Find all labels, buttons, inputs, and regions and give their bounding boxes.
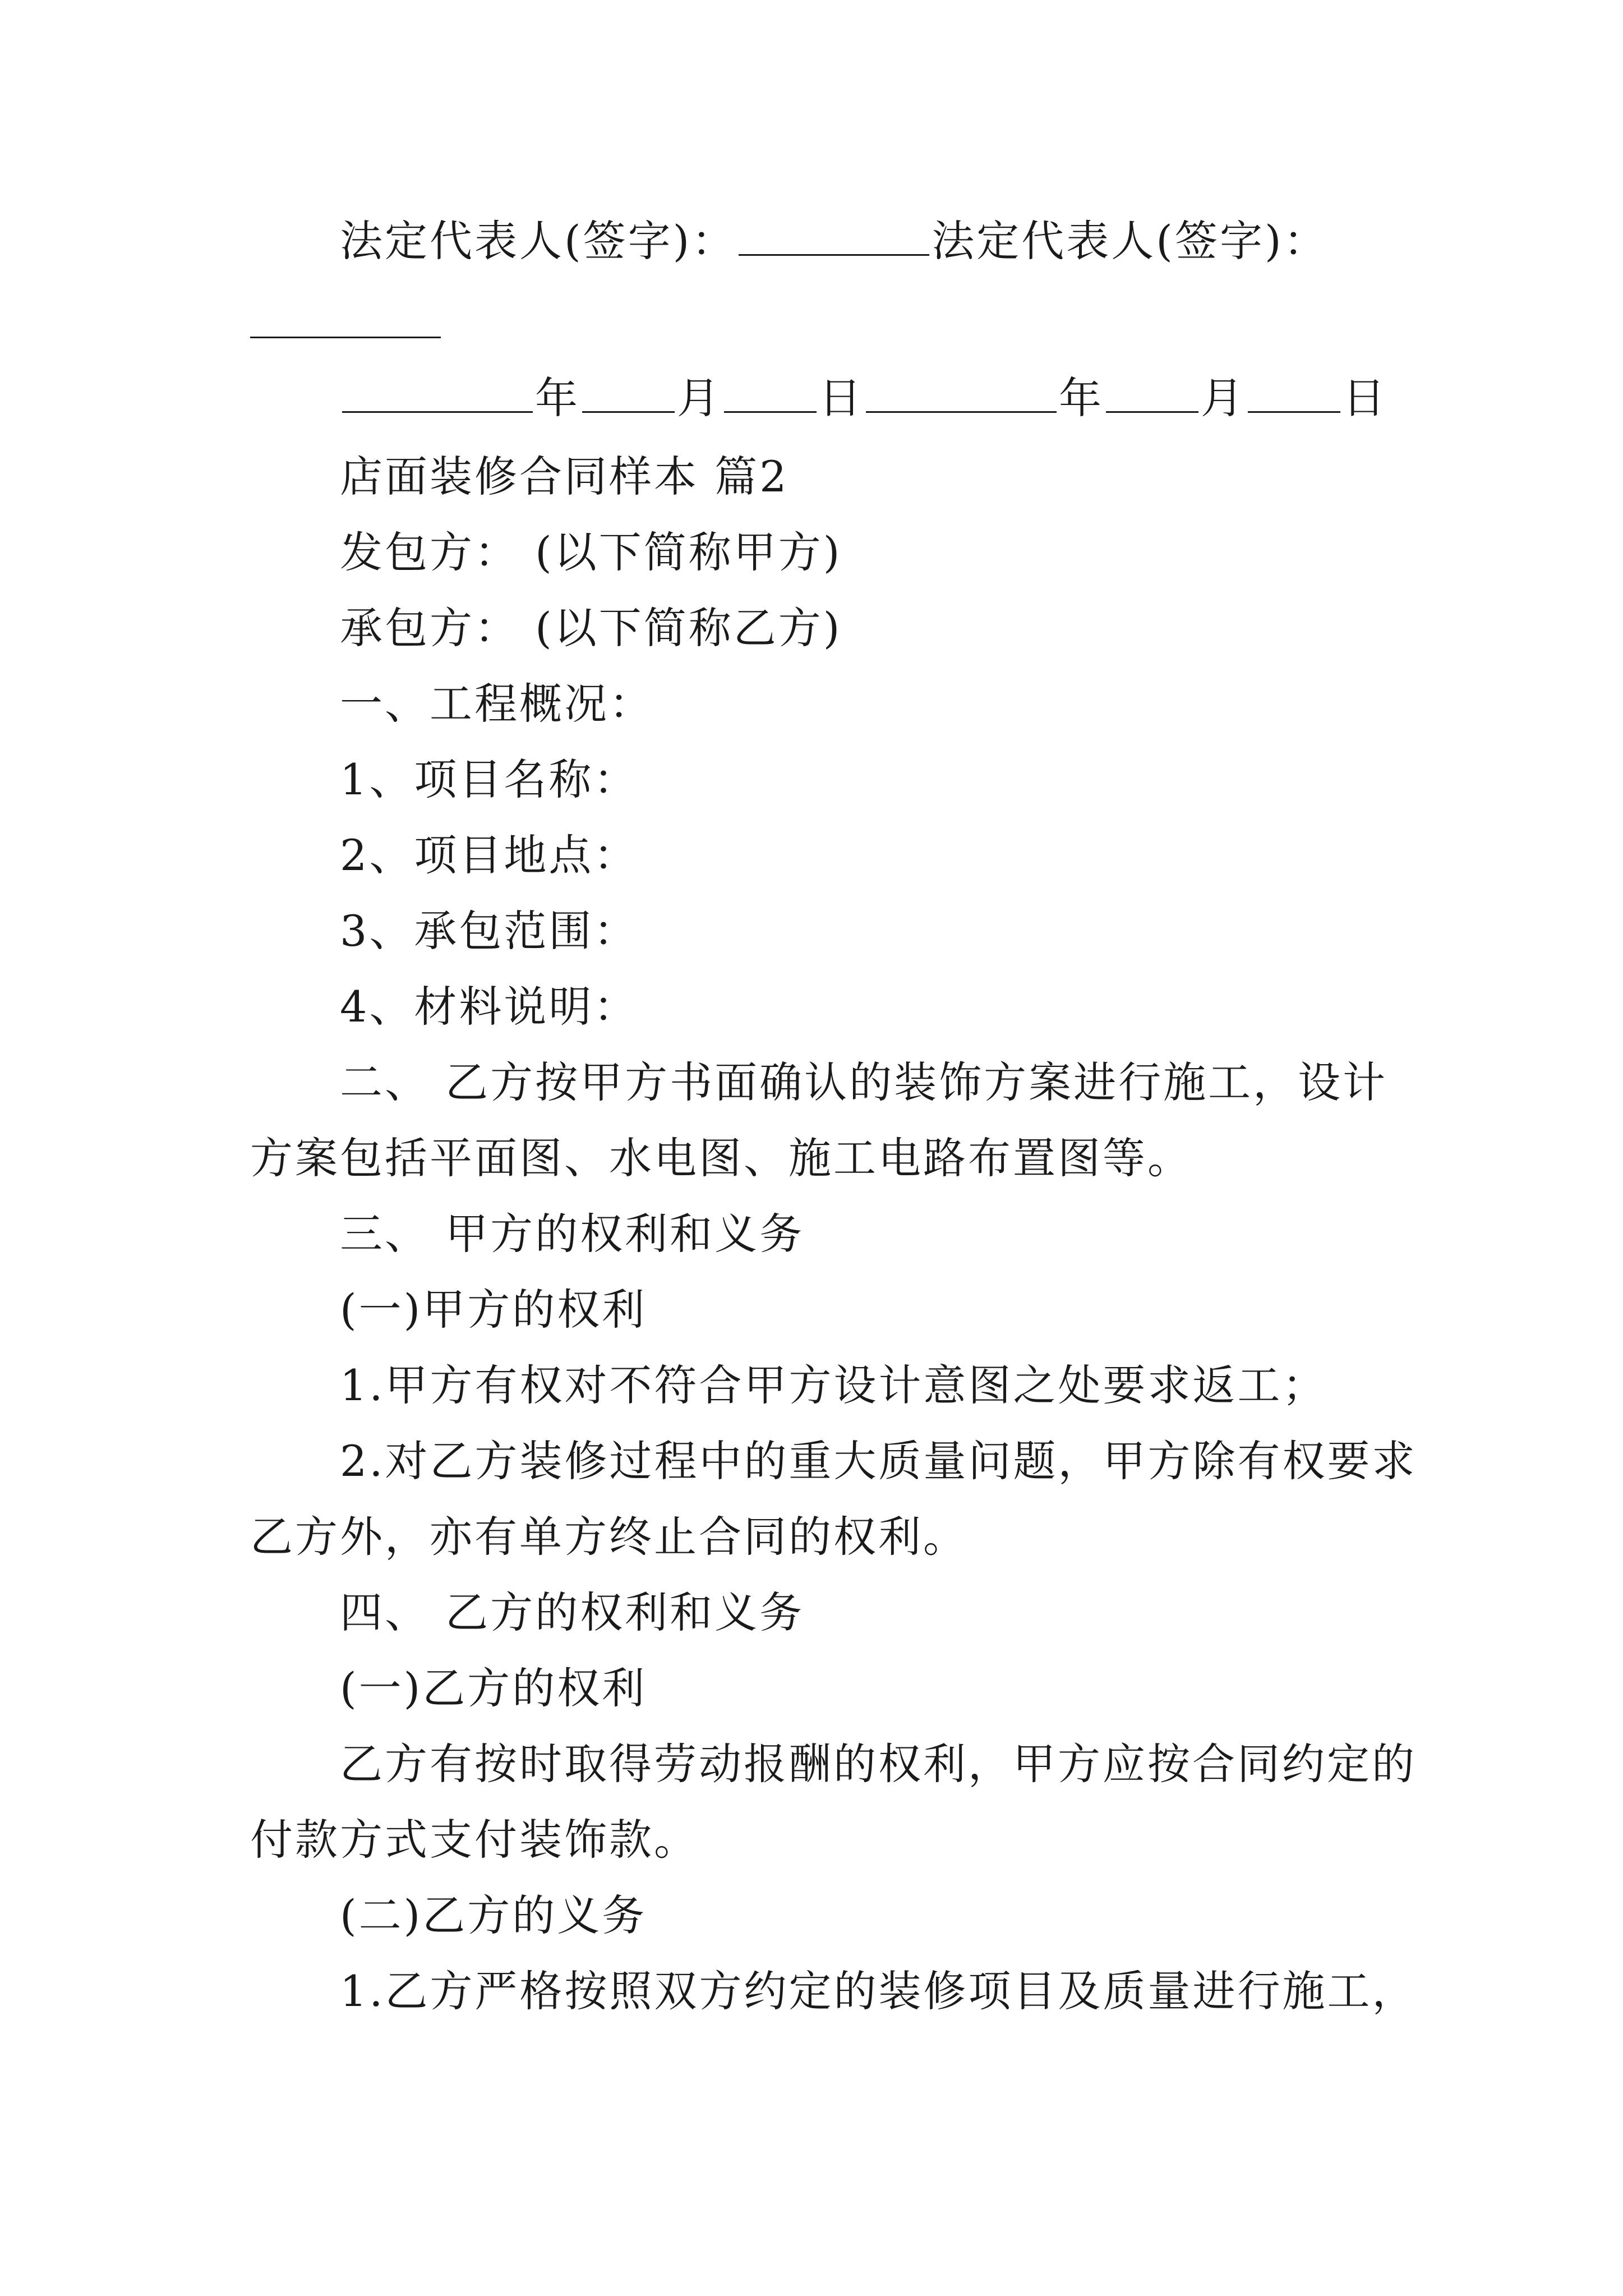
day-label-left: 日 xyxy=(819,373,864,423)
section3-item1: 1.甲方有权对不符合甲方设计意图之处要求返工； xyxy=(340,1360,1327,1410)
section1-item: 4、材料说明： xyxy=(340,982,639,1032)
section4-heading: 四、 乙方的权利和义务 xyxy=(340,1588,805,1637)
section4-sub2: (二)乙方的义务 xyxy=(340,1890,647,1940)
day-label-right: 日 xyxy=(1343,373,1387,423)
section4-para-line2: 付款方式支付装饰款。 xyxy=(250,1815,699,1865)
contractor-line: 承包方： (以下简称乙方) xyxy=(340,603,842,653)
year-label-left: 年 xyxy=(535,373,580,423)
month-label-left: 月 xyxy=(677,373,722,423)
legal-rep-left-label: 法定代表人(签字)： xyxy=(340,216,737,266)
employer-line: 发包方： (以下简称甲方) xyxy=(340,527,842,577)
section4-item1: 1.乙方严格按照双方约定的装修项目及质量进行施工， xyxy=(340,1966,1417,2016)
signature-line xyxy=(0,213,1623,269)
year-blank-left xyxy=(342,372,533,413)
section1-heading: 一、工程概况： xyxy=(340,679,654,729)
month-label-right: 月 xyxy=(1201,373,1246,423)
section4-para-line1: 乙方有按时取得劳动报酬的权利，甲方应按合同约定的 xyxy=(340,1739,1417,1789)
section1-item: 1、项目名称： xyxy=(340,754,639,804)
month-blank-left xyxy=(582,372,675,413)
section3-sub1: (一)甲方的权利 xyxy=(340,1285,647,1335)
section3-item2-line2: 乙方外，亦有单方终止合同的权利。 xyxy=(250,1512,968,1562)
section1-item: 3、承包范围： xyxy=(340,906,639,956)
section2-line1: 二、 乙方按甲方书面确认的装饰方案进行施工，设计 xyxy=(340,1057,1388,1107)
section1-item: 2、项目地点： xyxy=(340,830,639,880)
day-blank-right xyxy=(1248,372,1340,413)
month-blank-right xyxy=(1106,372,1198,413)
year-label-right: 年 xyxy=(1059,373,1104,423)
section3-heading: 三、 甲方的权利和义务 xyxy=(340,1209,805,1259)
section3-item2-line1: 2.对乙方装修过程中的重大质量问题，甲方除有权要求 xyxy=(340,1436,1417,1486)
section2-line2: 方案包括平面图、水电图、施工电路布置图等。 xyxy=(250,1133,1192,1183)
date-line xyxy=(0,370,1623,426)
year-blank-right xyxy=(866,372,1057,413)
legal-rep-right-label: 法定代表人(签字)： xyxy=(932,216,1329,266)
day-blank-left xyxy=(724,372,817,413)
section-title: 店面装修合同样本 篇2 xyxy=(340,452,789,501)
section4-sub1: (一)乙方的权利 xyxy=(340,1663,647,1713)
signature-blank-right xyxy=(250,337,441,338)
signature-blank-left xyxy=(739,215,929,256)
